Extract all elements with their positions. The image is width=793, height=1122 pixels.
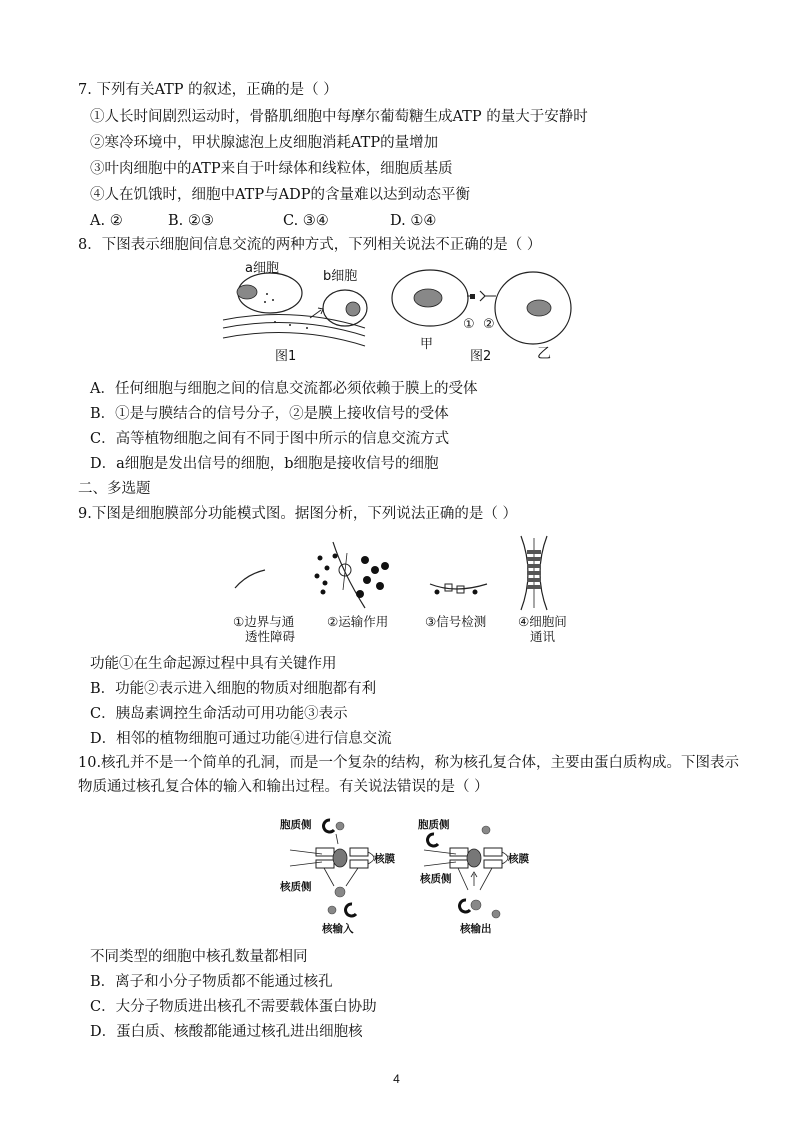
a-cell-nucleus (237, 285, 257, 299)
section-title-multiple-choice: 二、多选题 (78, 481, 151, 497)
q9-option-c: C．胰岛素调控生命活动可用功能③表示 (90, 706, 348, 722)
q8-stem: 8．下图表示细胞间信息交流的两种方式，下列相关说法不正确的是（ ） (78, 237, 542, 253)
q8-option-a: A．任何细胞与细胞之间的信息交流都必须依赖于膜上的受体 (90, 381, 478, 397)
q9-label-2: ②运输作用 (327, 614, 389, 629)
q8-figure (215, 258, 575, 370)
q9-label-3: ③信号检测 (425, 614, 487, 629)
q8-option-d: D．a细胞是发出信号的细胞，b细胞是接收信号的细胞 (90, 456, 439, 472)
q10-option-b: B．离子和小分子物质都不能通过核孔 (90, 974, 333, 990)
q9-label-1a: ①边界与通 (233, 614, 295, 629)
q7-item-1: ①人长时间剧烈运动时，骨骼肌细胞中每摩尔葡萄糖生成ATP 的量大于安静时 (90, 109, 588, 125)
q9-option-d: D．相邻的植物细胞可通过功能④进行信息交流 (90, 731, 392, 747)
q7-stem: 7. 下列有关ATP 的叙述，正确的是（ ） (78, 82, 338, 98)
q10-option-d: D．蛋白质、核酸都能通过核孔进出细胞核 (90, 1024, 363, 1040)
q8-option-c: C．高等植物细胞之间有不同于图中所示的信息交流方式 (90, 431, 450, 447)
q9-label-4a: ④细胞间 (518, 614, 567, 629)
q7-item-3: ③叶肉细胞中的ATP来自于叶绿体和线粒体，细胞质基质 (90, 161, 453, 177)
mark-1: ① (463, 317, 475, 332)
q7-choice-c: C. ③④ (283, 213, 329, 229)
yi-cell-nucleus (527, 300, 551, 316)
q9-stem: 9.下图是细胞膜部分功能模式图。据图分析，下列说法正确的是（ ） (78, 506, 517, 522)
q10-option-c: C．大分子物质进出核孔不需要载体蛋白协助 (90, 999, 377, 1015)
page-number: 4 (393, 1072, 400, 1086)
q10-cyto-left: 胞质侧 (280, 819, 312, 831)
q7-item-2: ②寒冷环境中，甲状腺滤泡上皮细胞消耗ATP的量增加 (90, 135, 439, 151)
a-cell-label: a细胞 (245, 261, 279, 276)
q10-nuc-right: 核质侧 (420, 873, 452, 885)
q10-figure (270, 808, 560, 936)
q10-export-label: 核输出 (460, 923, 492, 935)
q9-option-b: B．功能②表示进入细胞的物质对细胞都有利 (90, 681, 377, 697)
q10-membrane-right: 核膜 (508, 853, 529, 865)
q9-figure (225, 528, 575, 646)
q7-choice-d: D. ①④ (390, 213, 437, 229)
b-cell-label: b细胞 (323, 269, 358, 284)
q9-label-1b: 透性障碍 (245, 629, 296, 644)
jia-cell-nucleus (414, 289, 442, 307)
q10-stem-line2: 物质通过核孔复合体的输入和输出过程。有关说法错误的是（ ） (78, 779, 489, 795)
b-cell-nucleus (346, 302, 360, 316)
q10-nuc-left: 核质侧 (280, 881, 312, 893)
q7-choice-a: A. ② (90, 213, 123, 229)
q8-option-b: B．①是与膜结合的信号分子，②是膜上接收信号的受体 (90, 406, 449, 422)
q10-stem-line1: 10.核孔并不是一个简单的孔洞，而是一个复杂的结构，称为核孔复合体，主要由蛋白质构成。下图表示 (78, 755, 740, 771)
fig2-label: 图2 (470, 349, 492, 364)
q10-import-label: 核输入 (322, 923, 354, 935)
q9-option-a: 功能①在生命起源过程中具有关键作用 (90, 656, 337, 672)
q10-option-a: 不同类型的细胞中核孔数量都相同 (90, 949, 308, 965)
q10-membrane-left: 核膜 (374, 853, 395, 865)
q10-cyto-right: 胞质侧 (418, 819, 450, 831)
q7-item-4: ④人在饥饿时，细胞中ATP与ADP的含量难以达到动态平衡 (90, 187, 470, 203)
b-cell-shape (323, 290, 367, 326)
q7-choice-b: B. ②③ (168, 213, 214, 229)
yi-label: 乙 (537, 346, 551, 362)
fig1-label: 图1 (275, 349, 297, 364)
jia-label: 甲 (420, 337, 434, 352)
q9-label-4b: 通讯 (530, 629, 556, 644)
mark-2: ② (483, 317, 495, 332)
